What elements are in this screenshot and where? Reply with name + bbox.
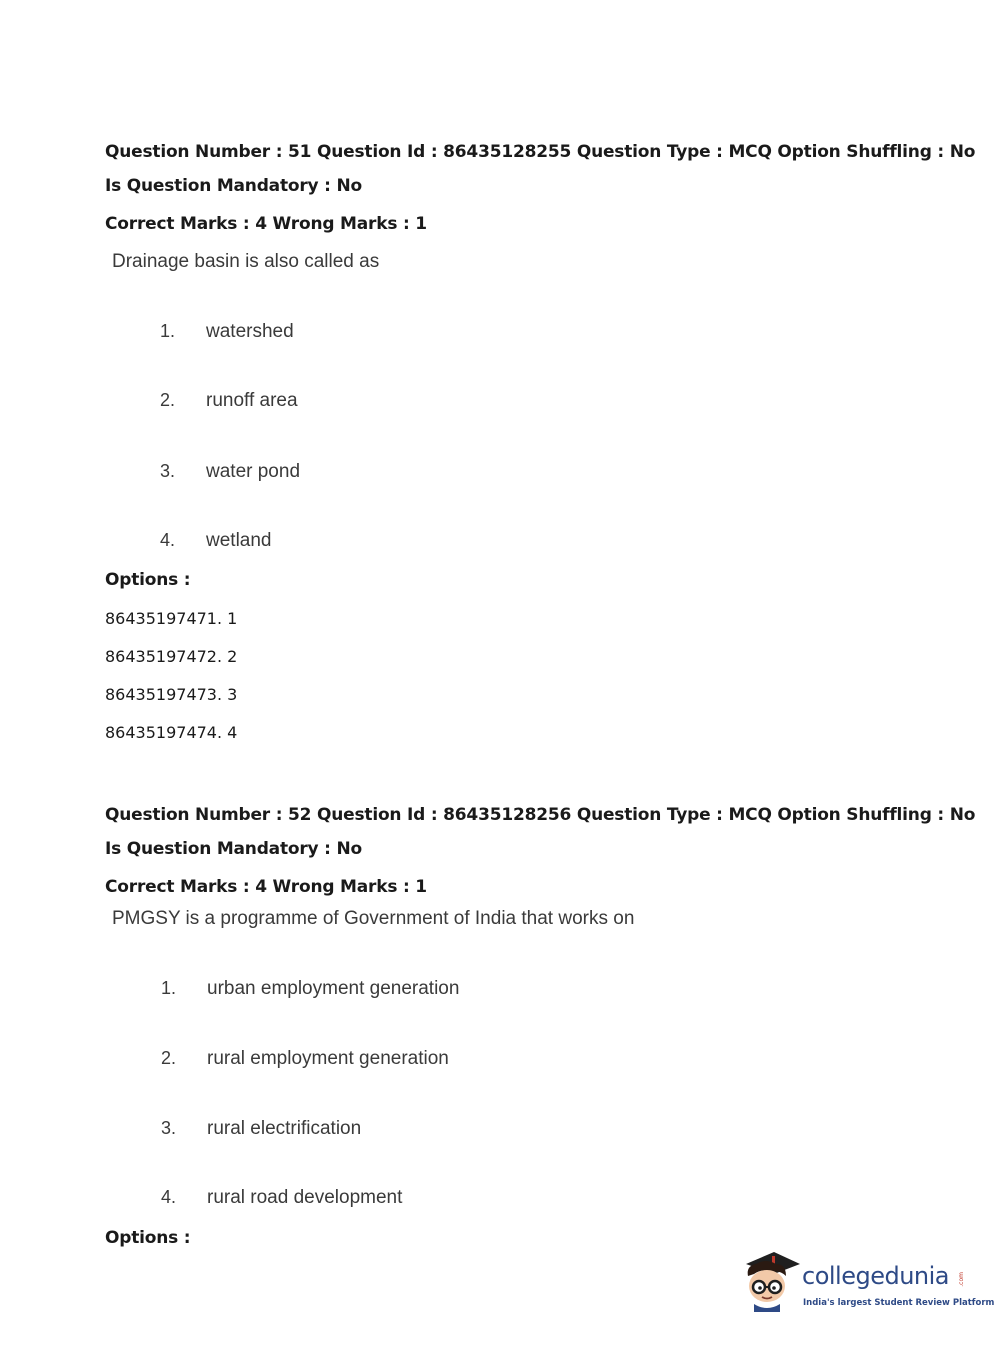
q51-options-label: Options : [105,570,191,590]
q52-choice-1 [0,978,700,1008]
choice-text: rural employment generation [207,1048,449,1069]
q51-choice-1 [0,321,700,351]
q51-meta: Question Number : 51 Question Id : 86435128255 Question Type : MCQ Option Shuffling : No [105,142,976,162]
choice-text: wetland [206,530,272,551]
q52-text: PMGSY is a programme of Government of India that works on [112,908,635,929]
choice-number: 3. [160,461,176,481]
logo-tagline: India's largest Student Review Platform [803,1298,995,1308]
choice-number: 1. [160,321,176,341]
q51-choice-4 [0,530,700,560]
q51-option-id-1: 86435197471. 1 [105,609,238,628]
choice-number: 2. [160,390,176,410]
logo-domain-suffix: .com [958,1272,965,1287]
choice-number: 4. [160,530,176,550]
q51-option-id-4: 86435197474. 4 [105,723,238,742]
q52-choice-3 [0,1118,700,1148]
q52-choice-4 [0,1187,700,1217]
q51-choice-3 [0,461,700,491]
choice-text: rural electrification [207,1118,362,1139]
q51-marks: Correct Marks : 4 Wrong Marks : 1 [105,214,427,234]
q51-choice-2 [0,390,700,420]
choice-text: water pond [206,461,301,482]
student-mascot-icon [742,1250,802,1316]
q51-option-id-2: 86435197472. 2 [105,647,238,666]
q52-mandatory: Is Question Mandatory : No [105,839,362,859]
choice-text: runoff area [206,390,298,411]
choice-number: 3. [161,1118,177,1138]
choice-text: watershed [206,321,294,342]
q52-choice-2 [0,1048,700,1078]
choice-number: 2. [161,1048,177,1068]
choice-number: 4. [161,1187,177,1207]
choice-text: rural road development [207,1187,403,1208]
q51-option-id-3: 86435197473. 3 [105,685,238,704]
q52-options-label: Options : [105,1228,191,1248]
collegedunia-logo [742,1250,995,1316]
q52-marks: Correct Marks : 4 Wrong Marks : 1 [105,877,427,897]
q51-text: Drainage basin is also called as [112,251,380,272]
q52-meta: Question Number : 52 Question Id : 86435128256 Question Type : MCQ Option Shuffling : No [105,805,976,825]
q51-mandatory: Is Question Mandatory : No [105,176,362,196]
choice-number: 1. [161,978,177,998]
choice-text: urban employment generation [207,978,460,999]
logo-brand-text: collegedunia [802,1262,950,1290]
